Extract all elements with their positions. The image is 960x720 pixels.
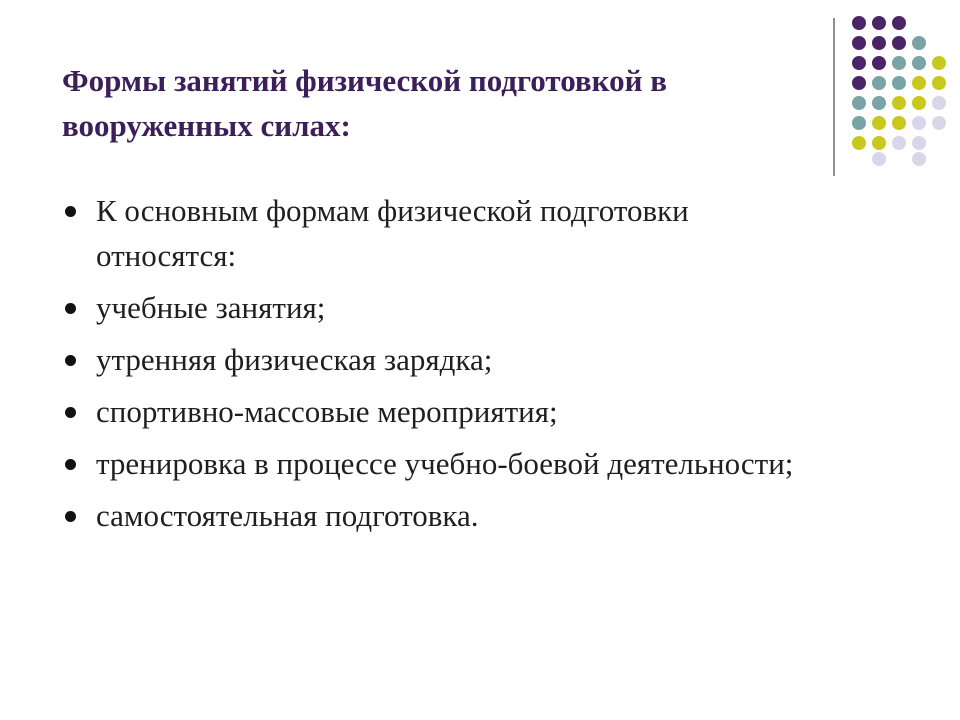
- bullet-item: [62, 285, 822, 330]
- decor-dot: [852, 136, 866, 150]
- bullet-dot-icon: [65, 459, 76, 470]
- bullet-text: утренняя физическая зарядка;: [96, 342, 493, 377]
- decor-dot: [892, 56, 906, 70]
- bullet-text: К основным формам физической подготовки относятся:: [96, 193, 689, 273]
- bullet-dot-icon: [65, 303, 76, 314]
- decor-dot: [892, 116, 906, 130]
- decor-dot: [892, 96, 906, 110]
- bullet-dot-icon: [65, 407, 76, 418]
- decor-dot: [872, 116, 886, 130]
- decor-dot: [852, 16, 866, 30]
- decor-dot: [852, 36, 866, 50]
- decor-dot: [872, 16, 886, 30]
- decor-dot: [932, 76, 946, 90]
- decor-dot: [932, 56, 946, 70]
- bullet-list: [62, 188, 822, 545]
- decor-dot: [892, 16, 906, 30]
- bullet-item: [62, 188, 822, 278]
- decor-dot: [932, 116, 946, 130]
- decor-dot: [852, 56, 866, 70]
- bullet-dot-icon: [65, 511, 76, 522]
- decor-dot: [852, 96, 866, 110]
- decor-dot: [912, 36, 926, 50]
- decor-dot: [912, 116, 926, 130]
- decor-dot: [912, 136, 926, 150]
- bullet-text: спортивно-массовые мероприятия;: [96, 394, 558, 429]
- decor-dot: [872, 36, 886, 50]
- bullet-dot-icon: [65, 355, 76, 366]
- bullet-text: тренировка в процессе учебно-боевой деятельности;: [96, 446, 794, 481]
- decor-dot: [872, 76, 886, 90]
- bullet-dot-icon: [65, 206, 76, 217]
- decor-dot: [912, 76, 926, 90]
- decor-dot: [872, 96, 886, 110]
- decor-dot: [852, 116, 866, 130]
- bullet-text: самостоятельная подготовка.: [96, 498, 479, 533]
- slide-title: Формы занятий физической подготовкой в вооруженных силах:: [62, 63, 667, 143]
- bullet-item: [62, 493, 822, 538]
- bullet-item: [62, 441, 822, 486]
- decor-dot: [872, 56, 886, 70]
- decor-dot: [892, 76, 906, 90]
- decor-dot: [872, 136, 886, 150]
- decor-dot: [872, 152, 886, 166]
- bullet-item: [62, 389, 822, 434]
- decor-dot: [932, 96, 946, 110]
- bullet-text: учебные занятия;: [96, 290, 326, 325]
- decorative-dot-grid: [848, 12, 948, 162]
- bullet-item: [62, 337, 822, 382]
- decor-dot: [912, 152, 926, 166]
- decor-dot: [912, 96, 926, 110]
- decor-dot: [892, 136, 906, 150]
- decor-dot: [892, 36, 906, 50]
- vertical-divider: [833, 18, 835, 176]
- decor-dot: [912, 56, 926, 70]
- decor-dot: [852, 76, 866, 90]
